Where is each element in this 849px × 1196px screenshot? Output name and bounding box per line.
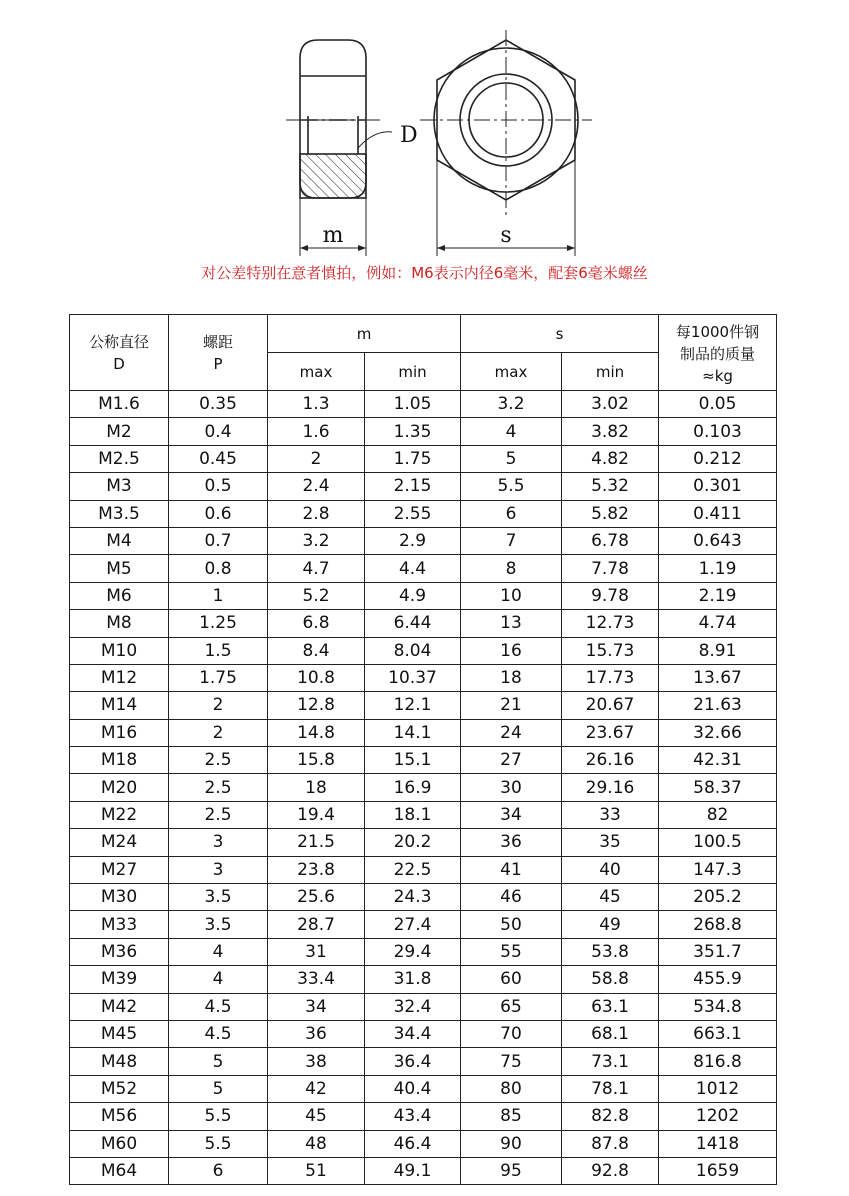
pitch-cell: 4.5 [169, 993, 268, 1020]
weight-cell: 32.66 [659, 719, 777, 746]
m-min-cell: 8.04 [365, 637, 461, 664]
s-max-cell: 27 [461, 747, 562, 774]
nominal-diameter-cell: M24 [70, 829, 169, 856]
s-max-cell: 30 [461, 774, 562, 801]
m-min-cell: 2.9 [365, 527, 461, 554]
header-pitch-symbol: P [213, 354, 223, 373]
table-row [70, 993, 777, 1020]
header-weight [659, 315, 777, 391]
s-min-cell: 23.67 [562, 719, 659, 746]
header-pitch [169, 315, 268, 391]
s-max-cell: 60 [461, 966, 562, 993]
header-m: m [268, 315, 461, 353]
nominal-diameter-cell: M36 [70, 938, 169, 965]
weight-cell: 0.411 [659, 500, 777, 527]
nominal-diameter-cell: M6 [70, 582, 169, 609]
nominal-diameter-cell: M3 [70, 473, 169, 500]
pitch-cell: 0.7 [169, 527, 268, 554]
m-max-cell: 8.4 [268, 637, 365, 664]
m-min-cell: 32.4 [365, 993, 461, 1020]
m-min-cell: 24.3 [365, 884, 461, 911]
m-max-cell: 3.2 [268, 527, 365, 554]
s-max-cell: 55 [461, 938, 562, 965]
table-row [70, 391, 777, 418]
spec-table-body [70, 391, 777, 1185]
m-max-cell: 51 [268, 1157, 365, 1184]
s-max-cell: 10 [461, 582, 562, 609]
s-max-cell: 65 [461, 993, 562, 1020]
nominal-diameter-cell: M52 [70, 1075, 169, 1102]
weight-cell: 268.8 [659, 911, 777, 938]
m-min-cell: 29.4 [365, 938, 461, 965]
nominal-diameter-cell: M60 [70, 1130, 169, 1157]
tolerance-notice: 对公差特别在意者慎拍，例如：M6表示内径6毫米，配套6毫米螺丝 [201, 264, 648, 282]
weight-cell: 0.103 [659, 418, 777, 445]
m-min-cell: 27.4 [365, 911, 461, 938]
weight-cell: 58.37 [659, 774, 777, 801]
table-row [70, 445, 777, 472]
m-max-cell: 31 [268, 938, 365, 965]
m-max-cell: 2.8 [268, 500, 365, 527]
weight-cell: 0.301 [659, 473, 777, 500]
m-min-cell: 36.4 [365, 1048, 461, 1075]
pitch-cell: 1.5 [169, 637, 268, 664]
s-max-cell: 8 [461, 555, 562, 582]
table-row [70, 555, 777, 582]
pitch-cell: 1 [169, 582, 268, 609]
m-min-cell: 18.1 [365, 801, 461, 828]
s-max-cell: 95 [461, 1157, 562, 1184]
s-min-cell: 45 [562, 884, 659, 911]
s-min-cell: 82.8 [562, 1103, 659, 1130]
table-row [70, 664, 777, 691]
pitch-cell: 2.5 [169, 801, 268, 828]
m-max-cell: 19.4 [268, 801, 365, 828]
weight-cell: 4.74 [659, 610, 777, 637]
m-max-cell: 1.3 [268, 391, 365, 418]
table-row [70, 719, 777, 746]
weight-cell: 351.7 [659, 938, 777, 965]
table-row [70, 911, 777, 938]
weight-cell: 8.91 [659, 637, 777, 664]
pitch-cell: 0.6 [169, 500, 268, 527]
weight-cell: 1.19 [659, 555, 777, 582]
s-max-cell: 41 [461, 856, 562, 883]
m-max-cell: 18 [268, 774, 365, 801]
nominal-diameter-cell: M56 [70, 1103, 169, 1130]
nominal-diameter-cell: M48 [70, 1048, 169, 1075]
s-max-cell: 7 [461, 527, 562, 554]
pitch-cell: 5.5 [169, 1130, 268, 1157]
m-max-cell: 5.2 [268, 582, 365, 609]
weight-cell: 534.8 [659, 993, 777, 1020]
table-row [70, 418, 777, 445]
weight-cell: 205.2 [659, 884, 777, 911]
pitch-cell: 0.4 [169, 418, 268, 445]
s-max-cell: 5.5 [461, 473, 562, 500]
nominal-diameter-cell: M45 [70, 1020, 169, 1047]
pitch-cell: 3.5 [169, 884, 268, 911]
weight-cell: 2.19 [659, 582, 777, 609]
m-max-cell: 48 [268, 1130, 365, 1157]
table-row [70, 527, 777, 554]
s-min-cell: 29.16 [562, 774, 659, 801]
table-row [70, 938, 777, 965]
pitch-cell: 2 [169, 692, 268, 719]
m-min-cell: 12.1 [365, 692, 461, 719]
m-min-cell: 1.75 [365, 445, 461, 472]
pitch-cell: 5.5 [169, 1103, 268, 1130]
pitch-cell: 5 [169, 1048, 268, 1075]
weight-cell: 1012 [659, 1075, 777, 1102]
s-max-cell: 36 [461, 829, 562, 856]
weight-cell: 816.8 [659, 1048, 777, 1075]
pitch-cell: 3 [169, 829, 268, 856]
nominal-diameter-cell: M22 [70, 801, 169, 828]
header-nominal-diameter-symbol: D [113, 354, 125, 373]
s-min-cell: 68.1 [562, 1020, 659, 1047]
pitch-cell: 1.75 [169, 664, 268, 691]
weight-cell: 21.63 [659, 692, 777, 719]
nominal-diameter-cell: M42 [70, 993, 169, 1020]
table-row [70, 884, 777, 911]
s-min-cell: 49 [562, 911, 659, 938]
s-min-cell: 40 [562, 856, 659, 883]
table-row [70, 582, 777, 609]
header-weight-line1: 每1000件钢 [675, 322, 760, 341]
m-max-cell: 25.6 [268, 884, 365, 911]
m-min-cell: 46.4 [365, 1130, 461, 1157]
m-min-cell: 20.2 [365, 829, 461, 856]
nominal-diameter-cell: M4 [70, 527, 169, 554]
header-s: s [461, 315, 659, 353]
header-weight-line2: 制品的质量 [680, 344, 756, 363]
pitch-cell: 4 [169, 966, 268, 993]
m-min-cell: 1.05 [365, 391, 461, 418]
header-m-min: min [365, 353, 461, 391]
m-max-cell: 10.8 [268, 664, 365, 691]
pitch-cell: 2.5 [169, 774, 268, 801]
weight-cell: 455.9 [659, 966, 777, 993]
s-min-cell: 63.1 [562, 993, 659, 1020]
m-max-cell: 38 [268, 1048, 365, 1075]
m-min-cell: 1.35 [365, 418, 461, 445]
nominal-diameter-cell: M18 [70, 747, 169, 774]
header-weight-line3: ≈kg [702, 366, 733, 385]
s-max-cell: 16 [461, 637, 562, 664]
m-max-cell: 4.7 [268, 555, 365, 582]
label-s: s [500, 223, 512, 248]
s-max-cell: 70 [461, 1020, 562, 1047]
nominal-diameter-cell: M10 [70, 637, 169, 664]
nominal-diameter-cell: M14 [70, 692, 169, 719]
m-min-cell: 6.44 [365, 610, 461, 637]
weight-cell: 13.67 [659, 664, 777, 691]
s-max-cell: 3.2 [461, 391, 562, 418]
m-min-cell: 43.4 [365, 1103, 461, 1130]
nominal-diameter-cell: M3.5 [70, 500, 169, 527]
pitch-cell: 2.5 [169, 747, 268, 774]
m-max-cell: 14.8 [268, 719, 365, 746]
s-max-cell: 80 [461, 1075, 562, 1102]
m-max-cell: 2 [268, 445, 365, 472]
header-nominal-diameter [70, 315, 169, 391]
nominal-diameter-cell: M5 [70, 555, 169, 582]
nominal-diameter-cell: M2.5 [70, 445, 169, 472]
m-max-cell: 34 [268, 993, 365, 1020]
table-row [70, 829, 777, 856]
label-d: D [400, 123, 418, 148]
table-row [70, 747, 777, 774]
nominal-diameter-cell: M64 [70, 1157, 169, 1184]
table-row [70, 500, 777, 527]
m-max-cell: 33.4 [268, 966, 365, 993]
s-min-cell: 6.78 [562, 527, 659, 554]
s-min-cell: 4.82 [562, 445, 659, 472]
s-max-cell: 90 [461, 1130, 562, 1157]
hex-nut-drawing [270, 20, 610, 260]
pitch-cell: 0.8 [169, 555, 268, 582]
table-row [70, 610, 777, 637]
header-pitch-label: 螺距 [202, 332, 233, 351]
nominal-diameter-cell: M30 [70, 884, 169, 911]
header-nominal-diameter-label: 公称直径 [88, 332, 149, 351]
label-m: m [322, 223, 344, 248]
table-row [70, 692, 777, 719]
m-min-cell: 2.55 [365, 500, 461, 527]
s-min-cell: 53.8 [562, 938, 659, 965]
m-max-cell: 45 [268, 1103, 365, 1130]
weight-cell: 1418 [659, 1130, 777, 1157]
weight-cell: 1659 [659, 1157, 777, 1184]
table-row [70, 473, 777, 500]
s-max-cell: 34 [461, 801, 562, 828]
m-min-cell: 4.4 [365, 555, 461, 582]
nominal-diameter-cell: M12 [70, 664, 169, 691]
pitch-cell: 3.5 [169, 911, 268, 938]
s-max-cell: 24 [461, 719, 562, 746]
s-min-cell: 9.78 [562, 582, 659, 609]
pitch-cell: 5 [169, 1075, 268, 1102]
pitch-cell: 4 [169, 938, 268, 965]
s-max-cell: 6 [461, 500, 562, 527]
m-min-cell: 4.9 [365, 582, 461, 609]
m-max-cell: 21.5 [268, 829, 365, 856]
m-max-cell: 1.6 [268, 418, 365, 445]
m-min-cell: 10.37 [365, 664, 461, 691]
s-max-cell: 18 [461, 664, 562, 691]
s-max-cell: 85 [461, 1103, 562, 1130]
weight-cell: 663.1 [659, 1020, 777, 1047]
s-min-cell: 87.8 [562, 1130, 659, 1157]
header-m-max: max [268, 353, 365, 391]
table-row [70, 1103, 777, 1130]
s-min-cell: 15.73 [562, 637, 659, 664]
table-row [70, 966, 777, 993]
nominal-diameter-cell: M8 [70, 610, 169, 637]
s-max-cell: 46 [461, 884, 562, 911]
s-min-cell: 3.82 [562, 418, 659, 445]
weight-cell: 42.31 [659, 747, 777, 774]
s-min-cell: 58.8 [562, 966, 659, 993]
weight-cell: 100.5 [659, 829, 777, 856]
hex-nut-spec-table [69, 314, 777, 1185]
pitch-cell: 4.5 [169, 1020, 268, 1047]
m-min-cell: 31.8 [365, 966, 461, 993]
weight-cell: 0.212 [659, 445, 777, 472]
s-min-cell: 26.16 [562, 747, 659, 774]
s-max-cell: 4 [461, 418, 562, 445]
m-max-cell: 42 [268, 1075, 365, 1102]
table-row [70, 1020, 777, 1047]
nominal-diameter-cell: M16 [70, 719, 169, 746]
m-min-cell: 16.9 [365, 774, 461, 801]
weight-cell: 0.05 [659, 391, 777, 418]
s-min-cell: 5.82 [562, 500, 659, 527]
nominal-diameter-cell: M1.6 [70, 391, 169, 418]
m-max-cell: 6.8 [268, 610, 365, 637]
pitch-cell: 0.5 [169, 473, 268, 500]
s-max-cell: 21 [461, 692, 562, 719]
m-min-cell: 15.1 [365, 747, 461, 774]
weight-cell: 147.3 [659, 856, 777, 883]
s-max-cell: 75 [461, 1048, 562, 1075]
m-min-cell: 14.1 [365, 719, 461, 746]
nominal-diameter-cell: M27 [70, 856, 169, 883]
m-max-cell: 23.8 [268, 856, 365, 883]
s-min-cell: 35 [562, 829, 659, 856]
s-min-cell: 7.78 [562, 555, 659, 582]
table-row [70, 801, 777, 828]
header-s-max: max [461, 353, 562, 391]
pitch-cell: 2 [169, 719, 268, 746]
weight-cell: 0.643 [659, 527, 777, 554]
weight-cell: 1202 [659, 1103, 777, 1130]
pitch-cell: 6 [169, 1157, 268, 1184]
m-min-cell: 22.5 [365, 856, 461, 883]
s-min-cell: 17.73 [562, 664, 659, 691]
table-row [70, 1075, 777, 1102]
m-max-cell: 2.4 [268, 473, 365, 500]
s-max-cell: 5 [461, 445, 562, 472]
s-min-cell: 33 [562, 801, 659, 828]
m-min-cell: 49.1 [365, 1157, 461, 1184]
table-row [70, 1130, 777, 1157]
pitch-cell: 0.45 [169, 445, 268, 472]
s-max-cell: 13 [461, 610, 562, 637]
pitch-cell: 1.25 [169, 610, 268, 637]
nominal-diameter-cell: M33 [70, 911, 169, 938]
s-max-cell: 50 [461, 911, 562, 938]
table-row [70, 1048, 777, 1075]
header-s-min: min [562, 353, 659, 391]
s-min-cell: 12.73 [562, 610, 659, 637]
s-min-cell: 92.8 [562, 1157, 659, 1184]
s-min-cell: 3.02 [562, 391, 659, 418]
m-max-cell: 12.8 [268, 692, 365, 719]
m-min-cell: 2.15 [365, 473, 461, 500]
table-row [70, 1157, 777, 1184]
weight-cell: 82 [659, 801, 777, 828]
nominal-diameter-cell: M39 [70, 966, 169, 993]
m-max-cell: 28.7 [268, 911, 365, 938]
nominal-diameter-cell: M20 [70, 774, 169, 801]
pitch-cell: 0.35 [169, 391, 268, 418]
s-min-cell: 20.67 [562, 692, 659, 719]
s-min-cell: 5.32 [562, 473, 659, 500]
table-row [70, 774, 777, 801]
m-min-cell: 40.4 [365, 1075, 461, 1102]
m-max-cell: 15.8 [268, 747, 365, 774]
s-min-cell: 78.1 [562, 1075, 659, 1102]
s-min-cell: 73.1 [562, 1048, 659, 1075]
nominal-diameter-cell: M2 [70, 418, 169, 445]
table-row [70, 637, 777, 664]
table-row [70, 856, 777, 883]
m-max-cell: 36 [268, 1020, 365, 1047]
m-min-cell: 34.4 [365, 1020, 461, 1047]
pitch-cell: 3 [169, 856, 268, 883]
